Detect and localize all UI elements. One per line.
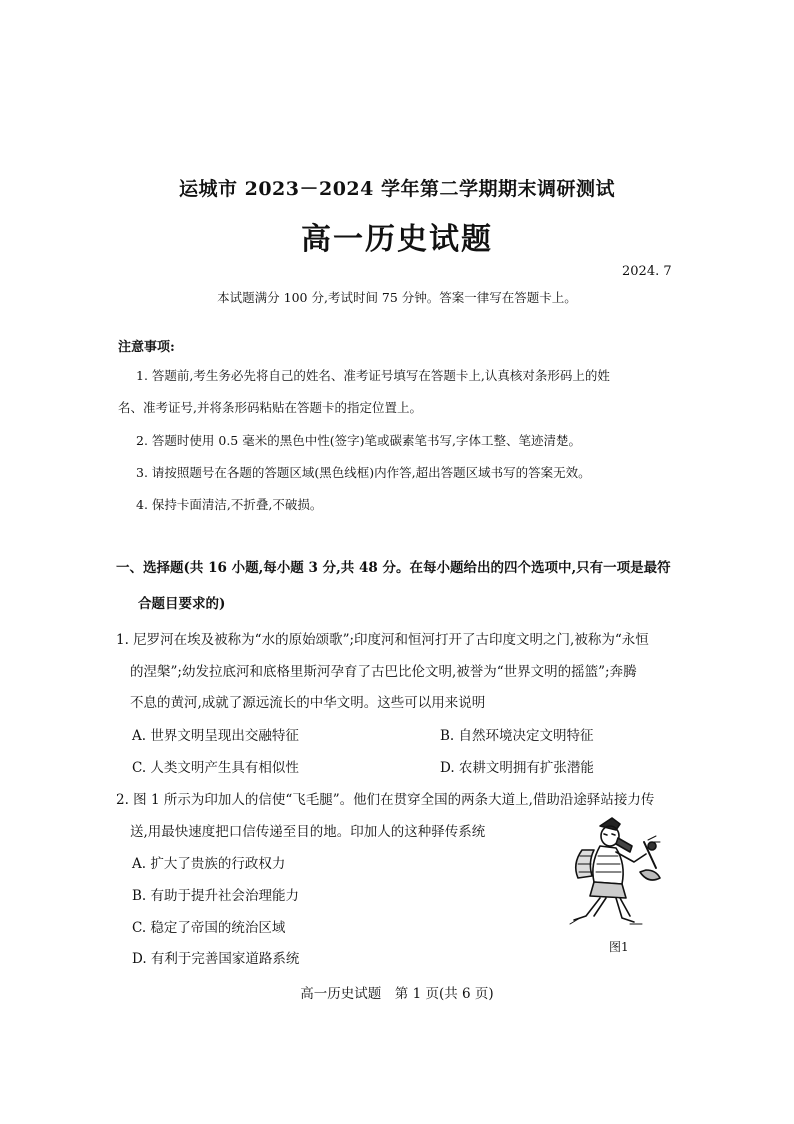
subject-title: 高一历史试题	[301, 222, 493, 257]
question-1-line: 1. 尼罗河在埃及被称为“水的原始颂歌”;印度河和恒河打开了古印度文明之门,被称为“永恒	[116, 632, 649, 648]
figure-label: 图1	[609, 940, 629, 954]
q1-option-b: B. 自然环境决定文明特征	[440, 728, 594, 744]
section-heading-cont: 合题目要求的)	[138, 596, 226, 612]
exam-title: 运城市 2023－2024 学年第二学期期末调研测试	[179, 178, 615, 200]
q1-option-d: D. 农耕文明拥有扩张潜能	[440, 760, 594, 776]
exam-intro: 本试题满分 100 分,考试时间 75 分钟。答案一律写在答题卡上。	[217, 290, 577, 305]
note-item: 4. 保持卡面清洁,不折叠,不破损。	[136, 497, 323, 512]
q1-option-c: C. 人类文明产生具有相似性	[132, 760, 299, 776]
q2-option-c: C. 稳定了帝国的统治区域	[132, 920, 286, 936]
inca-messenger-figure	[560, 812, 680, 937]
page-footer: 高一历史试题 第 1 页(共 6 页)	[300, 986, 494, 1002]
note-item: 1. 答题前,考生务必先将自己的姓名、准考证号填写在答题卡上,认真核对条形码上的姓	[136, 368, 610, 383]
q2-option-d: D. 有利于完善国家道路系统	[132, 951, 300, 967]
exam-date: 2024. 7	[622, 264, 672, 279]
question-1-line: 不息的黄河,成就了源远流长的中华文明。这些可以用来说明	[130, 695, 486, 711]
notes-heading: 注意事项:	[118, 340, 175, 355]
note-item: 名、准考证号,并将条形码粘贴在答题卡的指定位置上。	[118, 400, 422, 415]
section-heading: 一、选择题(共 16 小题,每小题 3 分,共 48 分。在每小题给出的四个选项中,只有一项是最符	[116, 560, 671, 576]
question-2-line: 送,用最快速度把口信传递至目的地。印加人的这种驿传系统	[130, 824, 486, 840]
q2-option-b: B. 有助于提升社会治理能力	[132, 888, 300, 904]
note-item: 2. 答题时使用 0.5 毫米的黑色中性(签字)笔或碳素笔书写,字体工整、笔迹清楚。	[136, 433, 581, 448]
q2-option-a: A. 扩大了贵族的行政权力	[132, 856, 286, 872]
question-1-line: 的涅槃”;幼发拉底河和底格里斯河孕育了古巴比伦文明,被誉为“世界文明的摇篮”;奔腾	[130, 664, 637, 680]
q1-option-a: A. 世界文明呈现出交融特征	[132, 728, 299, 744]
question-2-line: 2. 图 1 所示为印加人的信使“飞毛腿”。他们在贯穿全国的两条大道上,借助沿途驿站接力传	[116, 792, 655, 808]
note-item: 3. 请按照题号在各题的答题区域(黑色线框)内作答,超出答题区域书写的答案无效。	[136, 465, 591, 480]
